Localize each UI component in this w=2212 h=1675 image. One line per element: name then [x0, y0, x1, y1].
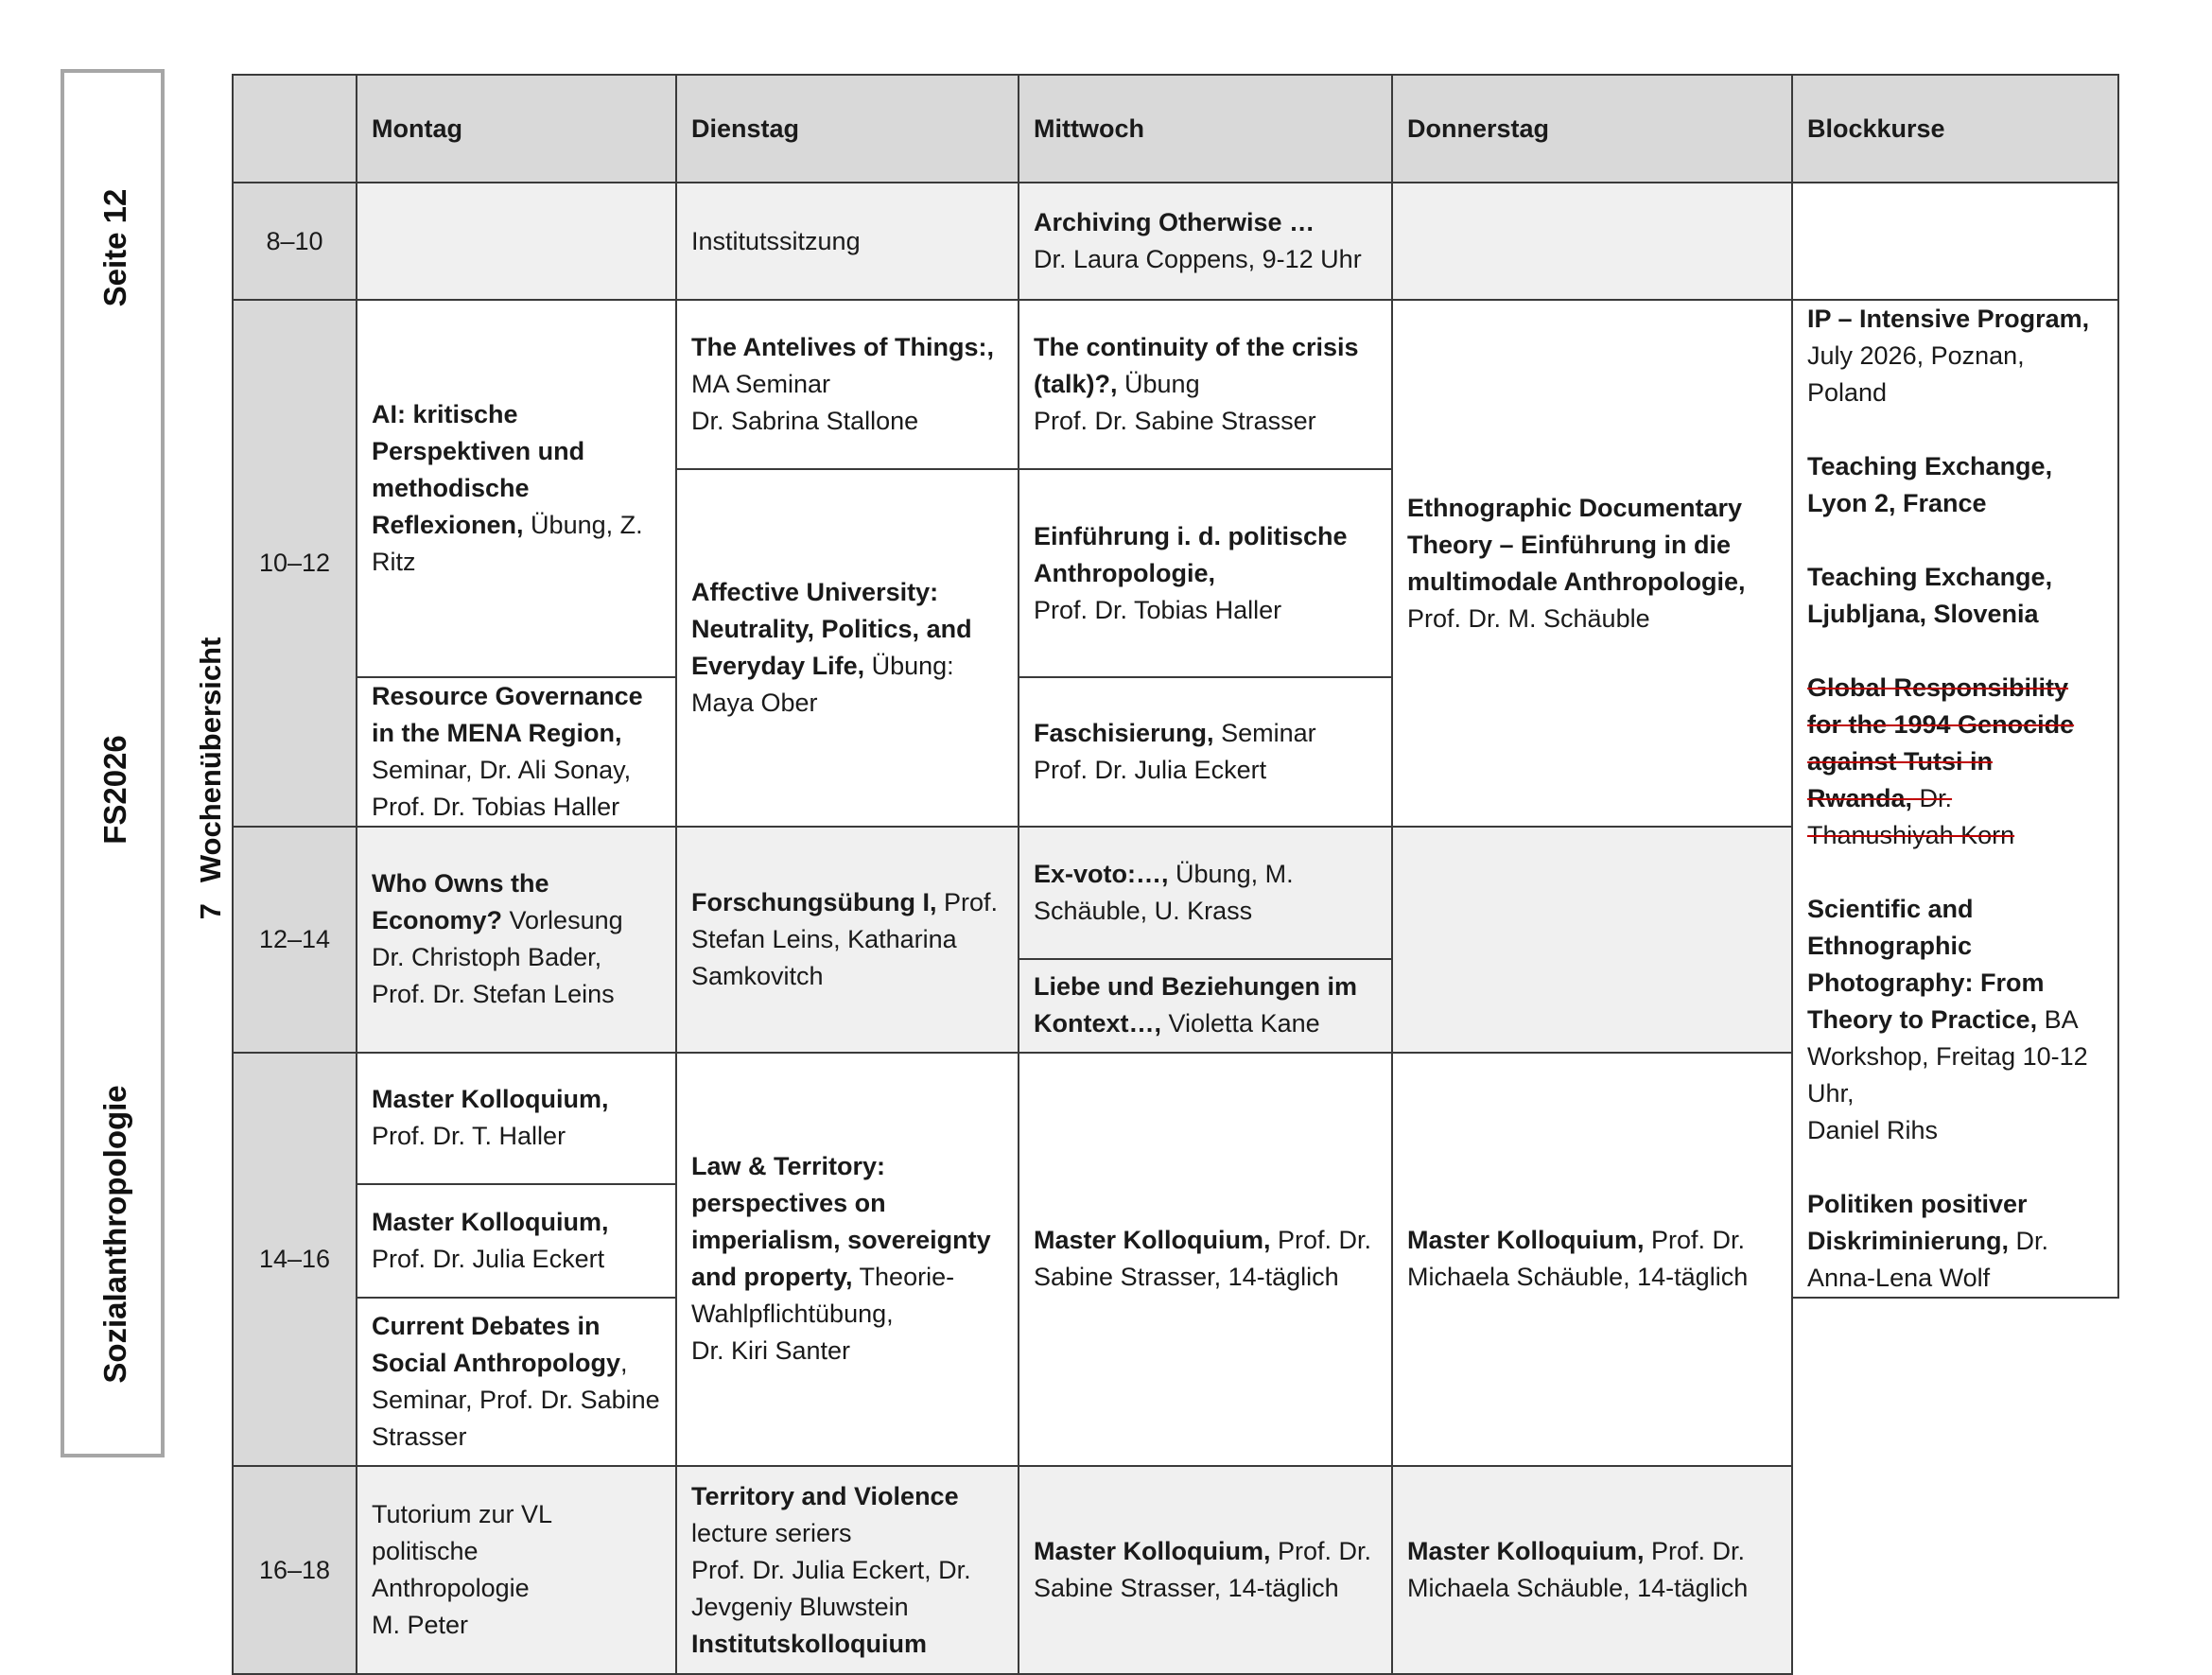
cell-mittwoch-10-12-b: Einführung i. d. politische Anthropologie, Prof. Dr. Tobias Haller	[1019, 469, 1392, 677]
cell-mittwoch-14-16: Master Kolloquium, Prof. Dr. Sabine Strasser, 14-täglich	[1019, 1053, 1392, 1466]
cell-donnerstag-16-18: Master Kolloquium, Prof. Dr. Michaela Schäuble, 14-täglich	[1392, 1466, 1792, 1674]
header-mittwoch: Mittwoch	[1019, 75, 1392, 183]
time-slot: 12–14	[233, 827, 357, 1052]
time-slot: 14–16	[233, 1053, 357, 1466]
cell-montag-10-12-b: Resource Governance in the MENA Region, Seminar, Dr. Ali Sonay, Prof. Dr. Tobias Haller	[357, 677, 676, 827]
cell-montag-10-12-a: AI: kritische Perspektiven und methodische Reflexionen, Übung, Z. Ritz	[357, 300, 676, 677]
cell-dienstag-8-10: Institutssitzung	[676, 183, 1019, 300]
cell-montag-12-14: Who Owns the Economy? Vorlesung Dr. Christoph Bader, Prof. Dr. Stefan Leins	[357, 827, 676, 1052]
header-donnerstag: Donnerstag	[1392, 75, 1792, 183]
cell-montag-14-16-b: Master Kolloquium, Prof. Dr. Julia Eckert	[357, 1184, 676, 1298]
table-row	[233, 1466, 2118, 1674]
cell-blockkurse: IP – Intensive Program, July 2026, Poznan, Poland Teaching Exchange, Lyon 2, France Teaching Exchange, Ljubljana, Slovenia Global Responsibility for the 1994 Genocide against Tutsi in Rwanda, Dr. Thanushiyah Korn Scientific and Ethnographic Photography: From Theory to Practice, BA Workshop, Freitag 10-12 Uhr, Daniel Rihs Politiken positiver Diskriminierung, Dr. Anna-Lena Wolf	[1792, 300, 2118, 1298]
cell-donnerstag-14-16: Master Kolloquium, Prof. Dr. Michaela Schäuble, 14-täglich	[1392, 1053, 1792, 1466]
cell-donnerstag-12-14	[1392, 827, 1792, 1052]
header-corner	[233, 75, 357, 183]
cell-montag-14-16-a: Master Kolloquium, Prof. Dr. T. Haller	[357, 1053, 676, 1184]
cell-dienstag-12-14: Forschungsübung I, Prof. Stefan Leins, Katharina Samkovitch	[676, 827, 1019, 1052]
cancelled-course: Global Responsibility for the 1994 Genocide against Tutsi in Rwanda, Dr. Thanushiyah Korn	[1807, 673, 2075, 849]
section-title	[194, 637, 228, 920]
cell-mittwoch-10-12-c: Faschisierung, Seminar Prof. Dr. Julia Eckert	[1019, 677, 1392, 827]
page-label: Seite 12	[97, 188, 132, 307]
table-row	[233, 300, 2118, 469]
schedule-table	[232, 74, 2119, 1675]
cell-mittwoch-12-14-a: Ex-voto:…, Übung, M. Schäuble, U. Krass	[1019, 827, 1392, 958]
header-dienstag: Dienstag	[676, 75, 1019, 183]
cell-mittwoch-12-14-b: Liebe und Beziehungen im Kontext…, Violetta Kane	[1019, 959, 1392, 1053]
header-blockkurse: Blockkurse	[1792, 75, 2118, 183]
cell-dienstag-14-16: Law & Territory: perspectives on imperialism, sovereignty and property, Theorie-Wahlpflichtübung, Dr. Kiri Santer	[676, 1053, 1019, 1466]
cell-donnerstag-10-12: Ethnographic Documentary Theory – Einführung in die multimodale Anthropologie, Prof. Dr. M. Schäuble	[1392, 300, 1792, 827]
semester-label: FS2026	[97, 735, 132, 845]
cell-mittwoch-8-10: Archiving Otherwise … Dr. Laura Coppens, 9-12 Uhr	[1019, 183, 1392, 300]
time-slot: 16–18	[233, 1466, 357, 1674]
cell-mittwoch-16-18: Master Kolloquium, Prof. Dr. Sabine Strasser, 14-täglich	[1019, 1466, 1392, 1674]
cell-donnerstag-8-10	[1392, 183, 1792, 300]
time-slot: 10–12	[233, 300, 357, 827]
cell-dienstag-10-12-a: The Antelives of Things:, MA Seminar Dr. Sabrina Stallone	[676, 300, 1019, 469]
section-name: Wochenübersicht	[194, 637, 227, 883]
cell-dienstag-10-12-b: Affective University: Neutrality, Politics, and Everyday Life, Übung: Maya Ober	[676, 469, 1019, 827]
cell-montag-14-16-c: Current Debates in Social Anthropology, Seminar, Prof. Dr. Sabine Strasser	[357, 1298, 676, 1466]
cell-montag-16-18: Tutorium zur VL politische Anthropologie M. Peter	[357, 1466, 676, 1674]
department-label: Sozialanthropologie	[97, 1085, 132, 1384]
cell-mittwoch-10-12-a: The continuity of the crisis (talk)?, Übung Prof. Dr. Sabine Strasser	[1019, 300, 1392, 469]
header-montag: Montag	[357, 75, 676, 183]
cell-blockkurse-8-10	[1792, 183, 2118, 300]
cell-dienstag-16-18: Territory and Violence lecture seriers Prof. Dr. Julia Eckert, Dr. Jevgeniy Bluwstein Institutskolloquium	[676, 1466, 1019, 1674]
time-slot: 8–10	[233, 183, 357, 300]
header-row	[233, 75, 2118, 183]
table-row	[233, 183, 2118, 300]
cell-montag-8-10	[357, 183, 676, 300]
section-number: 7	[194, 903, 227, 920]
